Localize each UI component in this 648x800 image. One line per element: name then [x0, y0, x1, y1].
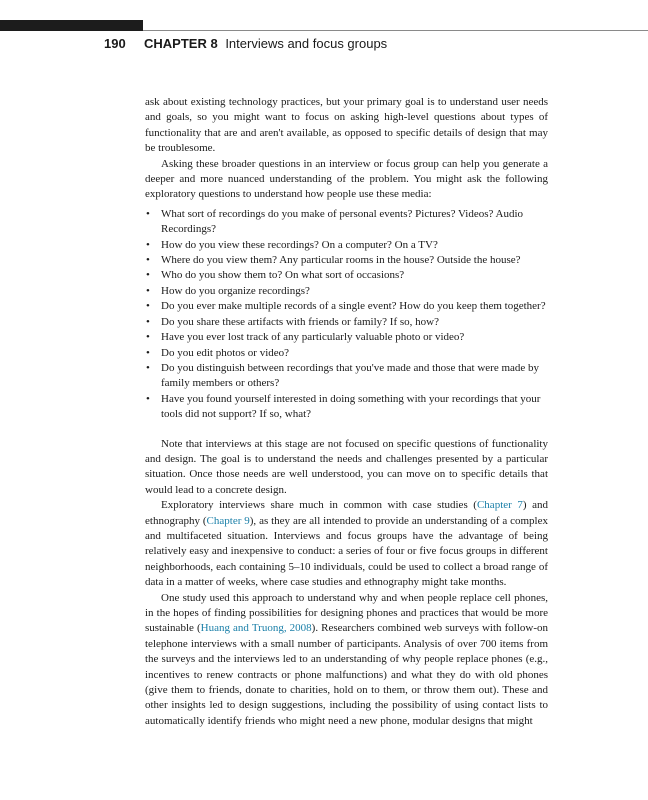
chapter-label: CHAPTER 8: [144, 36, 218, 51]
list-item: • Where do you view them? Any particular rooms in the house? Outside the house?: [145, 253, 548, 268]
list-item: • Who do you show them to? On what sort of occasions?: [145, 268, 548, 283]
paragraph: One study used this approach to understand why and when people replace cell phones, in the hopes of finding possibilities for designing phones and practices that would be more sustainable (Huang and Truong, 2008). Researchers combined web surveys with follow-on telephone interviews with a small number of participants. Analysis of over 700 items from the surveys and the interviews led to an understanding of why people replace phones (e.g., incentives to renew contracts or phone malfunctions) and what they do with old phones (give them to friends, donate to charities, hold on to them, or throw them out). These and other insights led to design suggestions, including the possibility of using contact lists to automatically identify friends who might need a new phone, modular designs that might: [145, 591, 548, 727]
question-list: [145, 207, 548, 423]
paragraph: Exploratory interviews share much in common with case studies (Chapter 7) and ethnography (Chapter 9), as they are all intended to provide an understanding of a complex and multifaceted situation. Interviews and focus groups have the advantage of being relatively easy and inexpensive to conduct: a series of four or five focus groups in different neighborhoods, each containing 5–10 individuals, could be used to collect a broad range of data in a matter of weeks, where case studies and ethnography might take months.: [145, 499, 548, 589]
list-item: • Do you share these artifacts with friends or family? If so, how?: [145, 315, 548, 330]
bullet-icon: •: [146, 269, 150, 282]
bullet-icon: •: [146, 331, 150, 344]
bullet-icon: •: [146, 238, 150, 251]
bullet-icon: •: [146, 284, 150, 297]
bullet-icon: •: [146, 392, 150, 405]
chapter-7-link[interactable]: Chapter 7: [476, 499, 523, 512]
citation-link[interactable]: Huang and Truong, 2008: [200, 622, 312, 635]
list-item: • Have you found yourself interested in doing something with your recordings that your tools did not support? If so, what?: [146, 392, 541, 421]
page-number: 190: [104, 36, 126, 51]
bullet-icon: •: [146, 254, 150, 267]
bullet-icon: •: [146, 300, 150, 313]
bullet-icon: •: [146, 361, 150, 374]
bullet-icon: •: [146, 315, 150, 328]
list-item: • How do you view these recordings? On a computer? On a TV?: [145, 238, 548, 253]
bullet-icon: •: [146, 207, 150, 220]
chapter-9-link[interactable]: Chapter 9: [206, 514, 250, 527]
paragraph: Note that interviews at this stage are not focused on specific questions of functionality and design. The goal is to understand the needs and challenges presented by a particular situation. Once those needs are well understood, you can move on to specific details that would lead to a concrete design.: [145, 437, 548, 496]
list-item: • Have you ever lost track of any particularly valuable photo or video?: [145, 330, 548, 345]
list-item: • Do you ever make multiple records of a single event? How do you keep them together?: [145, 299, 548, 314]
running-header: [104, 36, 387, 51]
paragraph: ask about existing technology practices, but your primary goal is to understand user needs and goals, so you might want to focus on asking high-level questions about types of functionality that are and aren't available, as opposed to specific details of design that may be troublesome.: [145, 96, 548, 155]
list-item: • Do you distinguish between recordings that you've made and those that were made by family members or others?: [146, 361, 540, 390]
paragraph: Asking these broader questions in an interview or focus group can help you generate a deeper and more nuanced understanding of the problem. You might ask the following exploratory questions to understand how people use these media:: [145, 157, 548, 201]
bullet-icon: •: [146, 346, 150, 359]
list-item: • How do you organize recordings?: [145, 284, 548, 299]
header-bar: [0, 20, 143, 31]
chapter-title: Interviews and focus groups: [225, 36, 388, 51]
header-rule: [143, 30, 648, 31]
list-item: • What sort of recordings do you make of personal events? Pictures? Videos? Audio Recordings?: [146, 207, 524, 236]
body-text: [145, 95, 548, 729]
list-item: • Do you edit photos or video?: [145, 346, 548, 361]
